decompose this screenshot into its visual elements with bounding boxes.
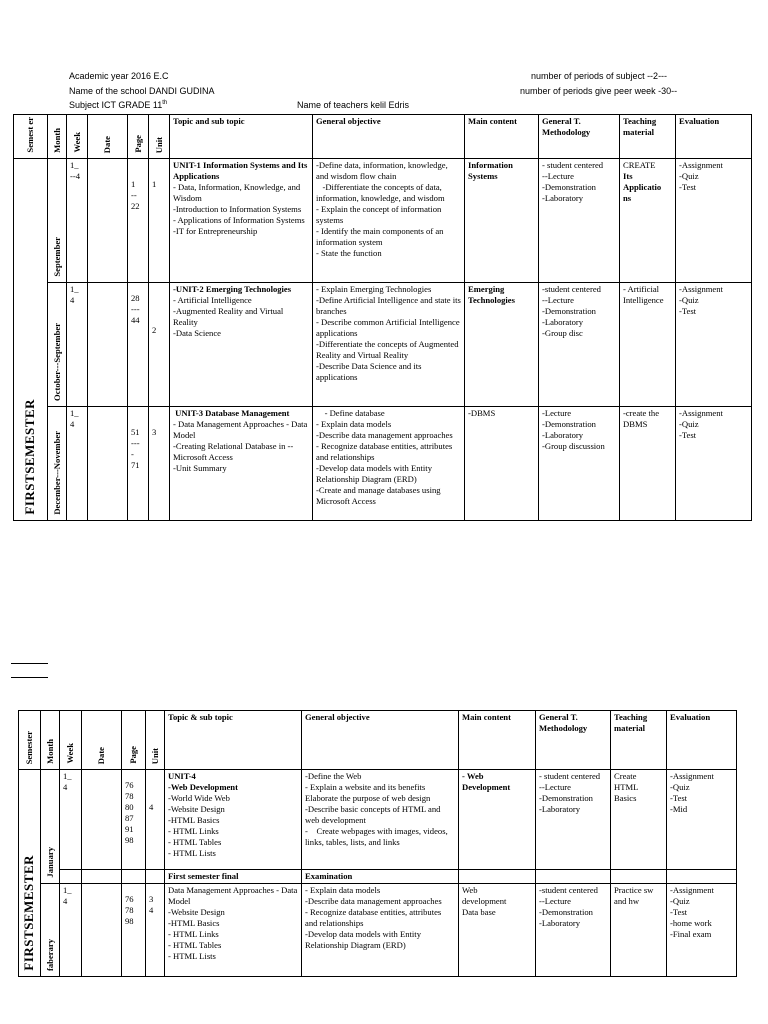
page-cell	[128, 283, 149, 407]
page-line: ---	[131, 438, 140, 448]
semester-header	[14, 115, 48, 159]
topic-item: -Augmented Reality and Virtual Reality	[173, 306, 284, 327]
topic-item: -Website Design	[168, 907, 225, 917]
page-line: --	[131, 190, 137, 200]
material-cell	[611, 770, 667, 870]
semester-header-label: Semester	[24, 730, 34, 764]
evaluation-item: -Assignment	[679, 284, 723, 294]
month-cell	[41, 884, 60, 977]
topic-item: -IT for Entrepreneurship	[173, 226, 258, 236]
topic-header: Topic and sub topic	[170, 115, 313, 159]
unit-cell: 1	[149, 159, 170, 283]
page-line: 1	[131, 179, 136, 189]
evaluation-cell	[667, 884, 737, 977]
method-item: -Demonstration	[539, 907, 593, 917]
week-line: 1_	[63, 885, 72, 895]
topic-item: -Website Design	[168, 804, 225, 814]
evaluation-item: -Assignment	[679, 160, 723, 170]
main-content-cell: Information Systems	[465, 159, 539, 283]
methodology-cell	[539, 159, 620, 283]
material-line: HTML	[614, 782, 639, 792]
table-header-row	[14, 115, 752, 159]
evaluation-header: Evaluation	[667, 711, 737, 770]
evaluation-item: -Quiz	[679, 419, 699, 429]
unit-title: -UNIT-2 Emerging Technologies	[173, 284, 292, 294]
topic-item: -Introduction to Information Systems	[173, 204, 302, 214]
unit-title: UNIT-4	[168, 771, 196, 781]
month-header	[48, 115, 67, 159]
subject-grade	[69, 100, 167, 110]
page-line: 91	[125, 824, 134, 834]
content-header: Main content	[459, 711, 536, 770]
unit-cell: 2	[149, 283, 170, 407]
material-header: Teaching material	[620, 115, 676, 159]
teacher-name: Name of teachers kelil Edris	[297, 100, 410, 110]
objective-item: -Define the Web	[305, 771, 362, 781]
material-line: Create	[614, 771, 637, 781]
week-cell	[67, 283, 88, 407]
objective-item: - State the function	[316, 248, 382, 258]
page-header-label: Page	[132, 135, 143, 153]
date-header	[88, 115, 128, 159]
method-item: -Laboratory	[542, 430, 584, 440]
objective-item: -Describe basic concepts of HTML and web development	[305, 804, 441, 825]
content-line: development	[462, 896, 507, 906]
page-line: 78	[125, 905, 134, 915]
objective-cell	[302, 770, 459, 870]
objective-cell	[313, 159, 465, 283]
topic-header: Topic & sub topic	[165, 711, 302, 770]
subject-text: Subject ICT GRADE 11	[69, 100, 163, 110]
material-cell	[620, 283, 676, 407]
week-header	[60, 711, 82, 770]
method-item: -Demonstration	[542, 306, 596, 316]
objective-item: -Describe Data Science and its applications	[316, 361, 422, 382]
topic-item: -HTML Basics	[168, 815, 220, 825]
page-line: 78	[125, 791, 134, 801]
month-cell	[48, 407, 67, 521]
objective-item: - Explain data models	[316, 419, 392, 429]
objective-item: - Describe common Artificial Intelligence applications	[316, 317, 460, 338]
month-header-label: Month	[44, 739, 55, 764]
month-label: December---November	[51, 431, 62, 515]
objective-item: -Describe data management approaches	[305, 896, 442, 906]
semester-cell	[14, 159, 48, 521]
topic-item: - Applications of Information Systems	[173, 215, 305, 225]
unit-title: UNIT-3 Database Management	[173, 408, 290, 418]
topic-item: - Data, Information, Knowledge, and Wisdom	[173, 182, 301, 203]
week-line: 4	[70, 295, 75, 305]
method-item: -Demonstration	[539, 793, 593, 803]
topic-item: -HTML Basics	[168, 918, 220, 928]
separator-line	[11, 663, 48, 664]
evaluation-item: -Quiz	[679, 171, 699, 181]
material-cell	[620, 159, 676, 283]
date-header-label: Date	[102, 135, 112, 153]
evaluation-cell	[667, 770, 737, 870]
topic-item: Data Management Approaches - Data Model	[168, 885, 298, 906]
methodology-header: General T. Methodology	[539, 115, 620, 159]
objective-item: - Create webpages with images, videos, links, tables, lists, and links	[305, 826, 450, 847]
method-item: -Demonstration	[542, 182, 596, 192]
page-header	[122, 711, 146, 770]
objective-item: -Define data, information, knowledge, and wisdom flow chain	[316, 160, 448, 181]
objective-header: General objective	[302, 711, 459, 770]
page-line: 76	[125, 780, 134, 790]
evaluation-header: Evaluation	[676, 115, 752, 159]
month-label: October---September	[51, 323, 62, 401]
objective-cell	[313, 283, 465, 407]
unit-line: 3	[149, 894, 154, 904]
objective-cell	[302, 884, 459, 977]
school-name: Name of the school DANDI GUDINA	[69, 86, 215, 96]
method-item: --Lecture	[539, 782, 571, 792]
evaluation-item: -Assignment	[670, 771, 714, 781]
objective-item: - Define database	[316, 408, 385, 418]
week-cell	[67, 407, 88, 521]
method-item: -Group discussion	[542, 441, 605, 451]
topic-cell	[170, 283, 313, 407]
objective-item: - Explain Emerging Technologies	[316, 284, 432, 294]
evaluation-item: -Test	[679, 430, 697, 440]
topic-item: - HTML Links	[168, 826, 219, 836]
objective-item: -Define Artificial Intelligence and state its branches	[316, 295, 461, 316]
objective-item: -Develop data models with Entity Relationship Diagram (ERD)	[305, 929, 421, 950]
unit-line: 4	[149, 905, 154, 915]
month-header-label: Month	[51, 128, 62, 153]
week-header-label: Week	[65, 743, 75, 764]
objective-item: -Differentiate the concepts of Augmented Reality and Virtual Reality	[316, 339, 459, 360]
objective-header: General objective	[313, 115, 465, 159]
page-line: 76	[125, 894, 134, 904]
evaluation-item: -home work	[670, 918, 712, 928]
final-exam-row	[19, 870, 737, 884]
evaluation-item: -Final exam	[670, 929, 712, 939]
methodology-header: General T. Methodology	[536, 711, 611, 770]
unit-cell	[146, 870, 165, 884]
main-content-cell: Emerging Technologies	[465, 283, 539, 407]
topic-cell	[170, 407, 313, 521]
content-line: Data base	[462, 907, 496, 917]
month-header	[41, 711, 60, 770]
page-line: ---	[131, 304, 140, 314]
method-item: -student centered	[542, 284, 601, 294]
first-semester-final-label: First semester final	[165, 870, 302, 884]
methodology-cell	[536, 884, 611, 977]
method-item: -student centered	[539, 885, 598, 895]
table-row	[14, 283, 752, 407]
week-line: 1_	[70, 284, 79, 294]
table-row	[19, 770, 737, 870]
topic-item: - Data Management Approaches - Data Model	[173, 419, 308, 440]
objective-item: - Explain a website and its benefits	[305, 782, 426, 792]
page-line: -	[131, 449, 134, 459]
page-cell	[128, 159, 149, 283]
week-line: 4	[63, 782, 68, 792]
week-cell	[60, 870, 82, 884]
month-label: faberary	[44, 939, 55, 971]
date-header-label: Date	[96, 746, 106, 764]
objective-item: - Explain data models	[305, 885, 381, 895]
week-line: 1_	[70, 408, 79, 418]
main-content-cell: - Web Development	[459, 770, 536, 870]
date-cell	[88, 159, 128, 283]
week-header-label: Week	[71, 132, 82, 153]
page-line: 98	[125, 916, 134, 926]
topic-item: - HTML Tables	[168, 837, 222, 847]
month-label: September	[51, 237, 62, 277]
methodology-cell	[536, 870, 611, 884]
topic-item: -Web Development	[168, 782, 238, 792]
unit-cell	[146, 884, 165, 977]
method-item: -Laboratory	[539, 918, 581, 928]
objective-item: - Explain the concept of information systems	[316, 204, 442, 225]
topic-item: -Creating Relational Database in --Microsoft Access	[173, 441, 294, 462]
page-cell	[128, 407, 149, 521]
objective-item: - Recognize database entities, attributes and relationships	[316, 441, 453, 462]
material-line: ns	[623, 193, 632, 203]
evaluation-item: -Test	[679, 182, 697, 192]
topic-item: - HTML Tables	[168, 940, 222, 950]
week-line: 1_	[63, 771, 72, 781]
topic-item: - HTML Lists	[168, 848, 216, 858]
unit-header-label: Unit	[149, 747, 160, 764]
topic-item: - Artificial Intelligence	[173, 295, 252, 305]
page-line: 80	[125, 802, 134, 812]
date-cell	[88, 407, 128, 521]
objective-item: -Develop data models with Entity Relationship Diagram (ERD)	[316, 463, 432, 484]
grade-suffix: th	[162, 100, 168, 106]
material-line: -create the DBMS	[623, 408, 660, 429]
semester-label: FIRSTSEMESTER	[21, 855, 37, 971]
academic-year: Academic year 2016 E.C	[69, 71, 169, 81]
page-cell	[122, 770, 146, 870]
page-cell	[122, 870, 146, 884]
page-line: 71	[131, 460, 140, 470]
topic-item: - HTML Links	[168, 929, 219, 939]
week-cell	[60, 770, 82, 870]
method-item: -Demonstration	[542, 419, 596, 429]
material-line: Practice sw and hw	[614, 885, 654, 906]
table-row	[19, 884, 737, 977]
material-cell	[620, 407, 676, 521]
method-item: -Laboratory	[542, 193, 584, 203]
topic-cell	[170, 159, 313, 283]
lesson-plan-table-1	[13, 114, 752, 521]
evaluation-cell	[676, 159, 752, 283]
evaluation-item: -Quiz	[670, 782, 690, 792]
table-header-row	[19, 711, 737, 770]
main-content-cell	[459, 884, 536, 977]
topic-cell	[165, 770, 302, 870]
material-cell	[611, 884, 667, 977]
topic-item: -World Wide Web	[168, 793, 230, 803]
topic-cell	[165, 884, 302, 977]
unit-cell: 4	[146, 770, 165, 870]
semester-cell	[19, 770, 41, 977]
main-content-cell	[459, 870, 536, 884]
material-line: - Artificial Intelligence	[623, 284, 664, 305]
page-line: 44	[131, 315, 140, 325]
date-cell	[82, 884, 122, 977]
unit-cell: 3	[149, 407, 170, 521]
evaluation-cell	[676, 283, 752, 407]
methodology-cell	[539, 283, 620, 407]
material-line: CREATE	[623, 160, 656, 170]
objective-item: Elaborate the purpose of web design	[305, 793, 431, 803]
objective-item: - Recognize database entities, attributes and relationships	[305, 907, 442, 928]
page-line: 87	[125, 813, 134, 823]
page-line: 28	[131, 293, 140, 303]
evaluation-cell	[667, 870, 737, 884]
methodology-cell	[539, 407, 620, 521]
week-cell	[60, 884, 82, 977]
objective-item: - Identify the main components of an information system	[316, 226, 444, 247]
month-cell	[48, 159, 67, 283]
periods-of-subject: number of periods of subject --2---	[531, 71, 668, 81]
content-line: Web	[462, 885, 478, 895]
semester-header	[19, 711, 41, 770]
unit-header-label: Unit	[153, 136, 164, 153]
method-item: -Group disc	[542, 328, 583, 338]
material-cell	[611, 870, 667, 884]
topic-item: - HTML Lists	[168, 951, 216, 961]
week-header	[67, 115, 88, 159]
week-line: 4	[70, 419, 75, 429]
table-row	[14, 407, 752, 521]
unit-header	[149, 115, 170, 159]
examination-label: Examination	[302, 870, 459, 884]
material-line: Its	[623, 171, 633, 181]
evaluation-item: -Test	[679, 306, 697, 316]
date-cell	[88, 283, 128, 407]
objective-item: -Describe data management approaches	[316, 430, 453, 440]
evaluation-item: -Quiz	[679, 295, 699, 305]
month-cell	[41, 770, 60, 884]
material-header: Teaching material	[611, 711, 667, 770]
main-content-cell: -DBMS	[465, 407, 539, 521]
date-cell	[82, 770, 122, 870]
page-header	[128, 115, 149, 159]
evaluation-item: -Quiz	[670, 896, 690, 906]
date-cell	[82, 870, 122, 884]
page-header-label: Page	[128, 746, 138, 764]
month-cell	[48, 283, 67, 407]
objective-cell	[313, 407, 465, 521]
method-item: -Lecture	[542, 408, 572, 418]
method-item: - student centered	[542, 160, 604, 170]
week-line: 1_	[70, 160, 79, 170]
topic-item: -Data Science	[173, 328, 221, 338]
method-item: --Lecture	[539, 896, 571, 906]
week-cell	[67, 159, 88, 283]
evaluation-item: -Test	[670, 793, 688, 803]
evaluation-item: -Mid	[670, 804, 688, 814]
material-line: Basics	[614, 793, 637, 803]
page-line: 98	[125, 835, 134, 845]
content-header: Main content	[465, 115, 539, 159]
date-header	[82, 711, 122, 770]
page-line: 51	[131, 427, 140, 437]
separator-line	[11, 677, 48, 678]
lesson-plan-table-2	[18, 710, 737, 977]
semester-header-label: Semest er	[25, 117, 35, 153]
month-label: January	[44, 847, 55, 878]
topic-item: -Unit Summary	[173, 463, 227, 473]
material-line: Applicatio	[623, 182, 662, 192]
page-line: 22	[131, 201, 140, 211]
method-item: -Laboratory	[542, 317, 584, 327]
evaluation-item: -Assignment	[670, 885, 714, 895]
unit-header	[146, 711, 165, 770]
semester-label: FIRSTSEMESTER	[22, 399, 38, 515]
objective-item: -Create and manage databases using Microsoft Access	[316, 485, 441, 506]
methodology-cell	[536, 770, 611, 870]
table-row	[14, 159, 752, 283]
method-item: -Laboratory	[539, 804, 581, 814]
method-item: --Lecture	[542, 295, 574, 305]
method-item: - student centered	[539, 771, 601, 781]
objective-item: -Differentiate the concepts of data, information, knowledge, and wisdom	[316, 182, 445, 203]
method-item: --Lecture	[542, 171, 574, 181]
evaluation-item: -Assignment	[679, 408, 723, 418]
week-line: --4	[70, 171, 81, 181]
week-line: 4	[63, 896, 68, 906]
page-cell	[122, 884, 146, 977]
evaluation-cell	[676, 407, 752, 521]
evaluation-item: -Test	[670, 907, 688, 917]
unit-title: UNIT-1 Information Systems and Its Applications	[173, 160, 308, 181]
periods-per-week: number of periods give peer week -30--	[520, 86, 678, 96]
